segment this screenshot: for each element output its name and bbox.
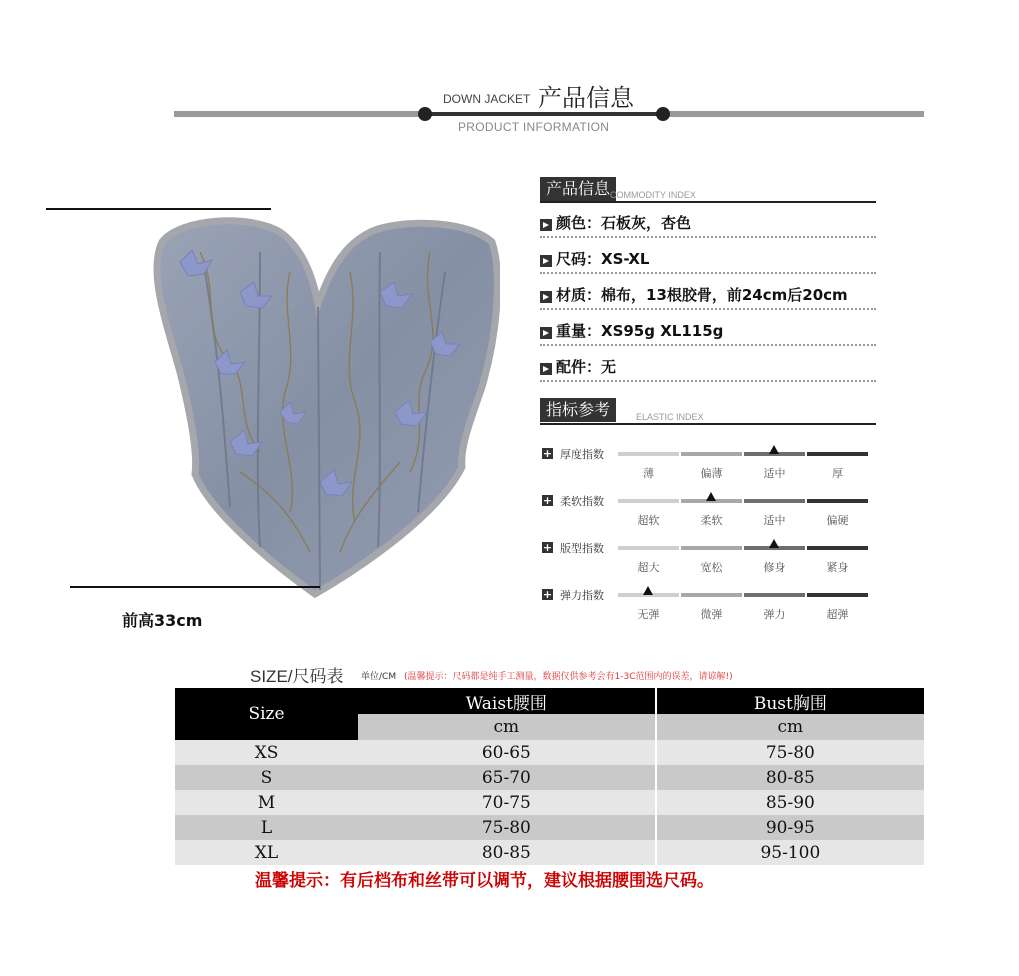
header-bar-left — [174, 111, 424, 117]
plus-icon: + — [542, 541, 553, 554]
index-scale — [540, 540, 870, 580]
arrow-bullet-icon — [540, 219, 552, 231]
plus-icon: + — [542, 494, 553, 507]
selected-marker-icon — [706, 492, 716, 501]
info-row-text: 尺码：XS-XL — [556, 250, 650, 268]
arrow-bullet-icon — [540, 255, 552, 267]
scale-label: 超大 — [637, 561, 660, 574]
scale-label: 偏硬 — [826, 514, 849, 527]
info-row-weight — [540, 316, 876, 346]
index-scale — [540, 446, 870, 486]
header-en-title: DOWN JACKET — [443, 92, 531, 106]
header-cn-title: 产品信息 — [538, 84, 634, 112]
table-row — [175, 740, 924, 765]
plus-icon: + — [542, 447, 553, 460]
index-scale — [540, 587, 870, 627]
elastic-divider — [540, 423, 876, 425]
col-size-header: Size — [175, 688, 358, 740]
header-dot-left — [418, 107, 432, 121]
info-row-accessories — [540, 352, 876, 382]
cell-waist: 75-80 — [358, 815, 656, 840]
scale-label: 无弹 — [637, 608, 660, 621]
dotted-divider — [540, 380, 876, 382]
scale-label: 微弹 — [700, 608, 723, 621]
index-name: 弹力指数 — [560, 589, 604, 602]
commodity-title: 产品信息 — [540, 177, 616, 201]
header-subtitle: PRODUCT INFORMATION — [458, 120, 610, 134]
size-table-title: SIZE/尺码表 — [250, 667, 344, 686]
scale-segment — [744, 593, 805, 597]
commodity-divider — [540, 201, 876, 203]
size-table — [175, 688, 924, 891]
cell-size: XL — [175, 840, 358, 865]
bust-unit: cm — [656, 714, 924, 740]
dotted-divider — [540, 236, 876, 238]
dotted-divider — [540, 344, 876, 346]
info-row-text: 重量：XS95g XL115g — [556, 322, 724, 340]
scale-label: 紧身 — [826, 561, 849, 574]
size-table-unit: 单位/CM — [361, 672, 397, 682]
cell-bust: 85-90 — [656, 790, 924, 815]
cell-bust: 80-85 — [656, 765, 924, 790]
selected-marker-icon — [769, 445, 779, 454]
scale-segment — [681, 546, 742, 550]
arrow-bullet-icon — [540, 363, 552, 375]
table-row — [175, 815, 924, 840]
scale-label: 修身 — [763, 561, 786, 574]
scale-label: 薄 — [643, 467, 654, 480]
scale-label: 适中 — [763, 467, 786, 480]
arrow-bullet-icon — [540, 291, 552, 303]
cell-size: M — [175, 790, 358, 815]
scale-segment — [807, 593, 868, 597]
info-row-text: 配件：无 — [556, 358, 617, 376]
scale-label: 超弹 — [826, 608, 849, 621]
cell-size: S — [175, 765, 358, 790]
scale-segment — [618, 546, 679, 550]
scale-label: 适中 — [763, 514, 786, 527]
cell-waist: 80-85 — [358, 840, 656, 865]
table-row — [175, 765, 924, 790]
cell-waist: 70-75 — [358, 790, 656, 815]
measure-line-top — [46, 208, 271, 210]
selected-marker-icon — [643, 586, 653, 595]
cell-bust: 90-95 — [656, 815, 924, 840]
scale-segment — [618, 499, 679, 503]
scale-segment — [807, 452, 868, 456]
table-row — [175, 840, 924, 865]
selected-marker-icon — [769, 539, 779, 548]
scale-label: 偏薄 — [700, 467, 723, 480]
scale-label: 超软 — [637, 514, 660, 527]
scale-segment — [618, 452, 679, 456]
cell-bust: 95-100 — [656, 840, 924, 865]
col-waist-header: Waist腰围 — [358, 688, 656, 714]
info-row-text: 材质：棉布，13根胶骨，前24cm后20cm — [556, 286, 848, 304]
size-tip: 温馨提示：有后档布和丝带可以调节，建议根据腰围选尺码。 — [175, 865, 924, 891]
plus-icon: + — [542, 588, 553, 601]
front-height-label: 前高33cm — [122, 611, 203, 630]
scale-segment — [681, 593, 742, 597]
col-bust-header: Bust胸围 — [656, 688, 924, 714]
measure-line-bottom — [70, 586, 320, 588]
scale-segment — [807, 499, 868, 503]
info-row-color — [540, 208, 876, 238]
waist-unit: cm — [358, 714, 656, 740]
size-table-note: (温馨提示：尺码都是纯手工测量，数据仅供参考会有1-3C范围内的误差，请谅解!) — [404, 672, 733, 682]
cell-waist: 65-70 — [358, 765, 656, 790]
index-name: 版型指数 — [560, 542, 604, 555]
elastic-title: 指标参考 — [540, 398, 616, 422]
dotted-divider — [540, 308, 876, 310]
info-row-text: 颜色：石板灰，杏色 — [556, 214, 692, 232]
scale-label: 宽松 — [700, 561, 723, 574]
cell-size: L — [175, 815, 358, 840]
info-row-size — [540, 244, 876, 274]
corset-product-image — [140, 212, 500, 600]
scale-segment — [681, 452, 742, 456]
header-bar-right — [662, 111, 924, 117]
table-row — [175, 790, 924, 815]
cell-bust: 75-80 — [656, 740, 924, 765]
commodity-subtitle: COMMODITY INDEX — [610, 190, 696, 200]
index-scale — [540, 493, 870, 533]
scale-label: 厚 — [832, 467, 843, 480]
scale-segment — [807, 546, 868, 550]
cell-waist: 60-65 — [358, 740, 656, 765]
index-name: 厚度指数 — [560, 448, 604, 461]
scale-segment — [744, 499, 805, 503]
arrow-bullet-icon — [540, 327, 552, 339]
dotted-divider — [540, 272, 876, 274]
header-dot-right — [656, 107, 670, 121]
index-name: 柔软指数 — [560, 495, 604, 508]
scale-label: 柔软 — [700, 514, 723, 527]
elastic-subtitle: ELASTIC INDEX — [636, 412, 704, 422]
cell-size: XS — [175, 740, 358, 765]
scale-label: 弹力 — [763, 608, 786, 621]
info-row-material — [540, 280, 876, 310]
